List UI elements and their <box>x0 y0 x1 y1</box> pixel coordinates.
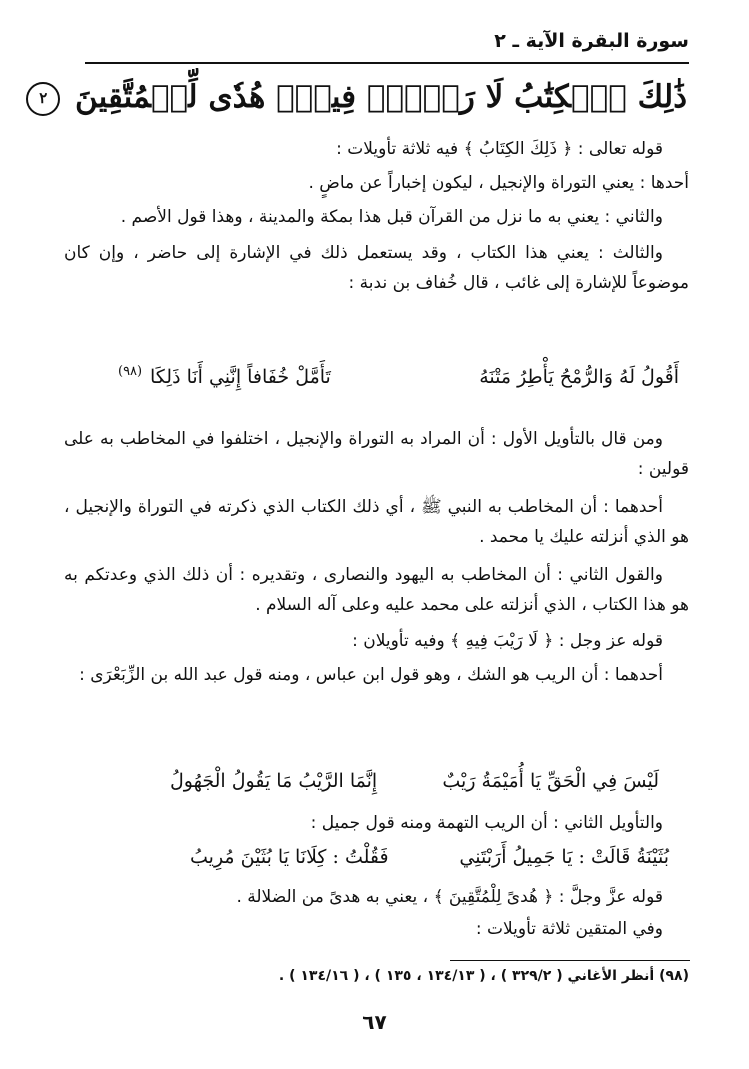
page-number: ٦٧ <box>362 1010 387 1034</box>
commentary-block-3 <box>64 882 689 944</box>
paragraph: ومن قال بالتأويل الأول : أن المراد به التوراة والإنجيل ، اختلفوا في المخاطب به على قولين : <box>64 429 689 479</box>
paragraph: قوله تعالى : ﴿ ذَلِكَ الكِتَابُ ﴾ فيه ثلاثة تأويلات : <box>336 139 663 159</box>
poem-hemistich-first: بُثَيْنَةُ قَالَتْ : يَا جَمِيلُ أَرَبْتَنِي <box>459 846 669 868</box>
commentary-block-2 <box>64 424 689 690</box>
paragraph: والثاني : يعني به ما نزل من القرآن قبل هذا بمكة والمدينة ، وهذا قول الأصم . <box>120 207 663 227</box>
paragraph: والثالث : يعني هذا الكتاب ، وقد يستعمل ذلك في الإشارة إلى حاضر ، وإن كان موضوعاً للإشارة إلى غائب ، قال خُفاف بن ندبة : <box>64 243 689 293</box>
paragraph: والقول الثاني : أن المخاطب به اليهود والنصارى ، وتقديره : أن ذلك الذي وعدتكم به هو هذا الكتاب ، الذي أنزلته على محمد عليه وعلى آله السلام . <box>64 565 689 615</box>
paragraph: أحدهما : أن المخاطب به النبي ﷺ ، أي ذلك الكتاب الذي ذكرته في التوراة والإنجيل ، هو الذي أنزلته عليك يا محمد . <box>64 497 689 547</box>
running-title: سورة البقرة الآية ـ ٢ <box>494 30 689 52</box>
poem-hemistich-second: فَقُلْتُ : كِلَانَا يَا بُثَيْنَ مُرِيبُ <box>190 846 389 868</box>
poem-hemistich-first: لَيْسَ فِي الْحَقِّ يَا أُمَيْمَةُ رَيْبٌ <box>442 770 659 792</box>
poem-hemistich-second: إِنَّمَا الرَّيْبُ مَا يَقُولُ الْجَهُولُ <box>170 770 378 792</box>
paragraph: والتأويل الثاني : أن الريب التهمة ومنه قول جميل : <box>310 813 663 833</box>
page-header <box>85 30 689 60</box>
footnote-rule <box>450 960 690 961</box>
paragraph: أحدها : يعني التوراة والإنجيل ، ليكون إخباراً عن ماضٍ . <box>308 173 689 193</box>
poem-hemistich-first: أَقُولُ لَهُ وَالرُّمْحُ يَأْطِرُ مَتْنَهُ <box>479 366 679 388</box>
footnote: (٩٨) أنظر الأغاني ( ٣٢٩/٢ ) ، ( ١٣٤/١٣ ، ١٣٥ ) ، ( ١٣٤/١٦ ) . <box>278 968 689 984</box>
paragraph: قوله عز وجل : ﴿ لَا رَيْبَ فِيهِ ﴾ وفيه تأويلان : <box>352 631 663 651</box>
footnote-reference: (٩٨) <box>118 364 143 379</box>
ayah-number-medallion: ٢ <box>26 82 60 116</box>
paragraph: قوله عزَّ وجلَّ : ﴿ هُدىً لِلْمُتَّقِينَ ﴾ ، يعني به هدىً من الضلالة . <box>236 887 663 907</box>
paragraph: وفي المتقين ثلاثة تأويلات : <box>475 919 663 939</box>
verse-text: ذَٰلِكَ ٱلۡكِتَٰبُ لَا رَيۡبَۛ فِيهِۛ هُدٗى لِّلۡمُتَّقِينَ <box>75 79 687 115</box>
poem-hemistich-second: تَأَمَّلْ خُفَافاً إِنَّنِي أَنَا ذَلِكَا <box>150 366 331 388</box>
verse-banner <box>39 72 687 122</box>
header-rule <box>85 62 689 64</box>
commentary-block-1 <box>64 134 689 298</box>
paragraph: أحدهما : أن الريب هو الشك ، وهو قول ابن عباس ، ومنه قول عبد الله بن الزِّبَعْرَى : <box>79 665 663 685</box>
